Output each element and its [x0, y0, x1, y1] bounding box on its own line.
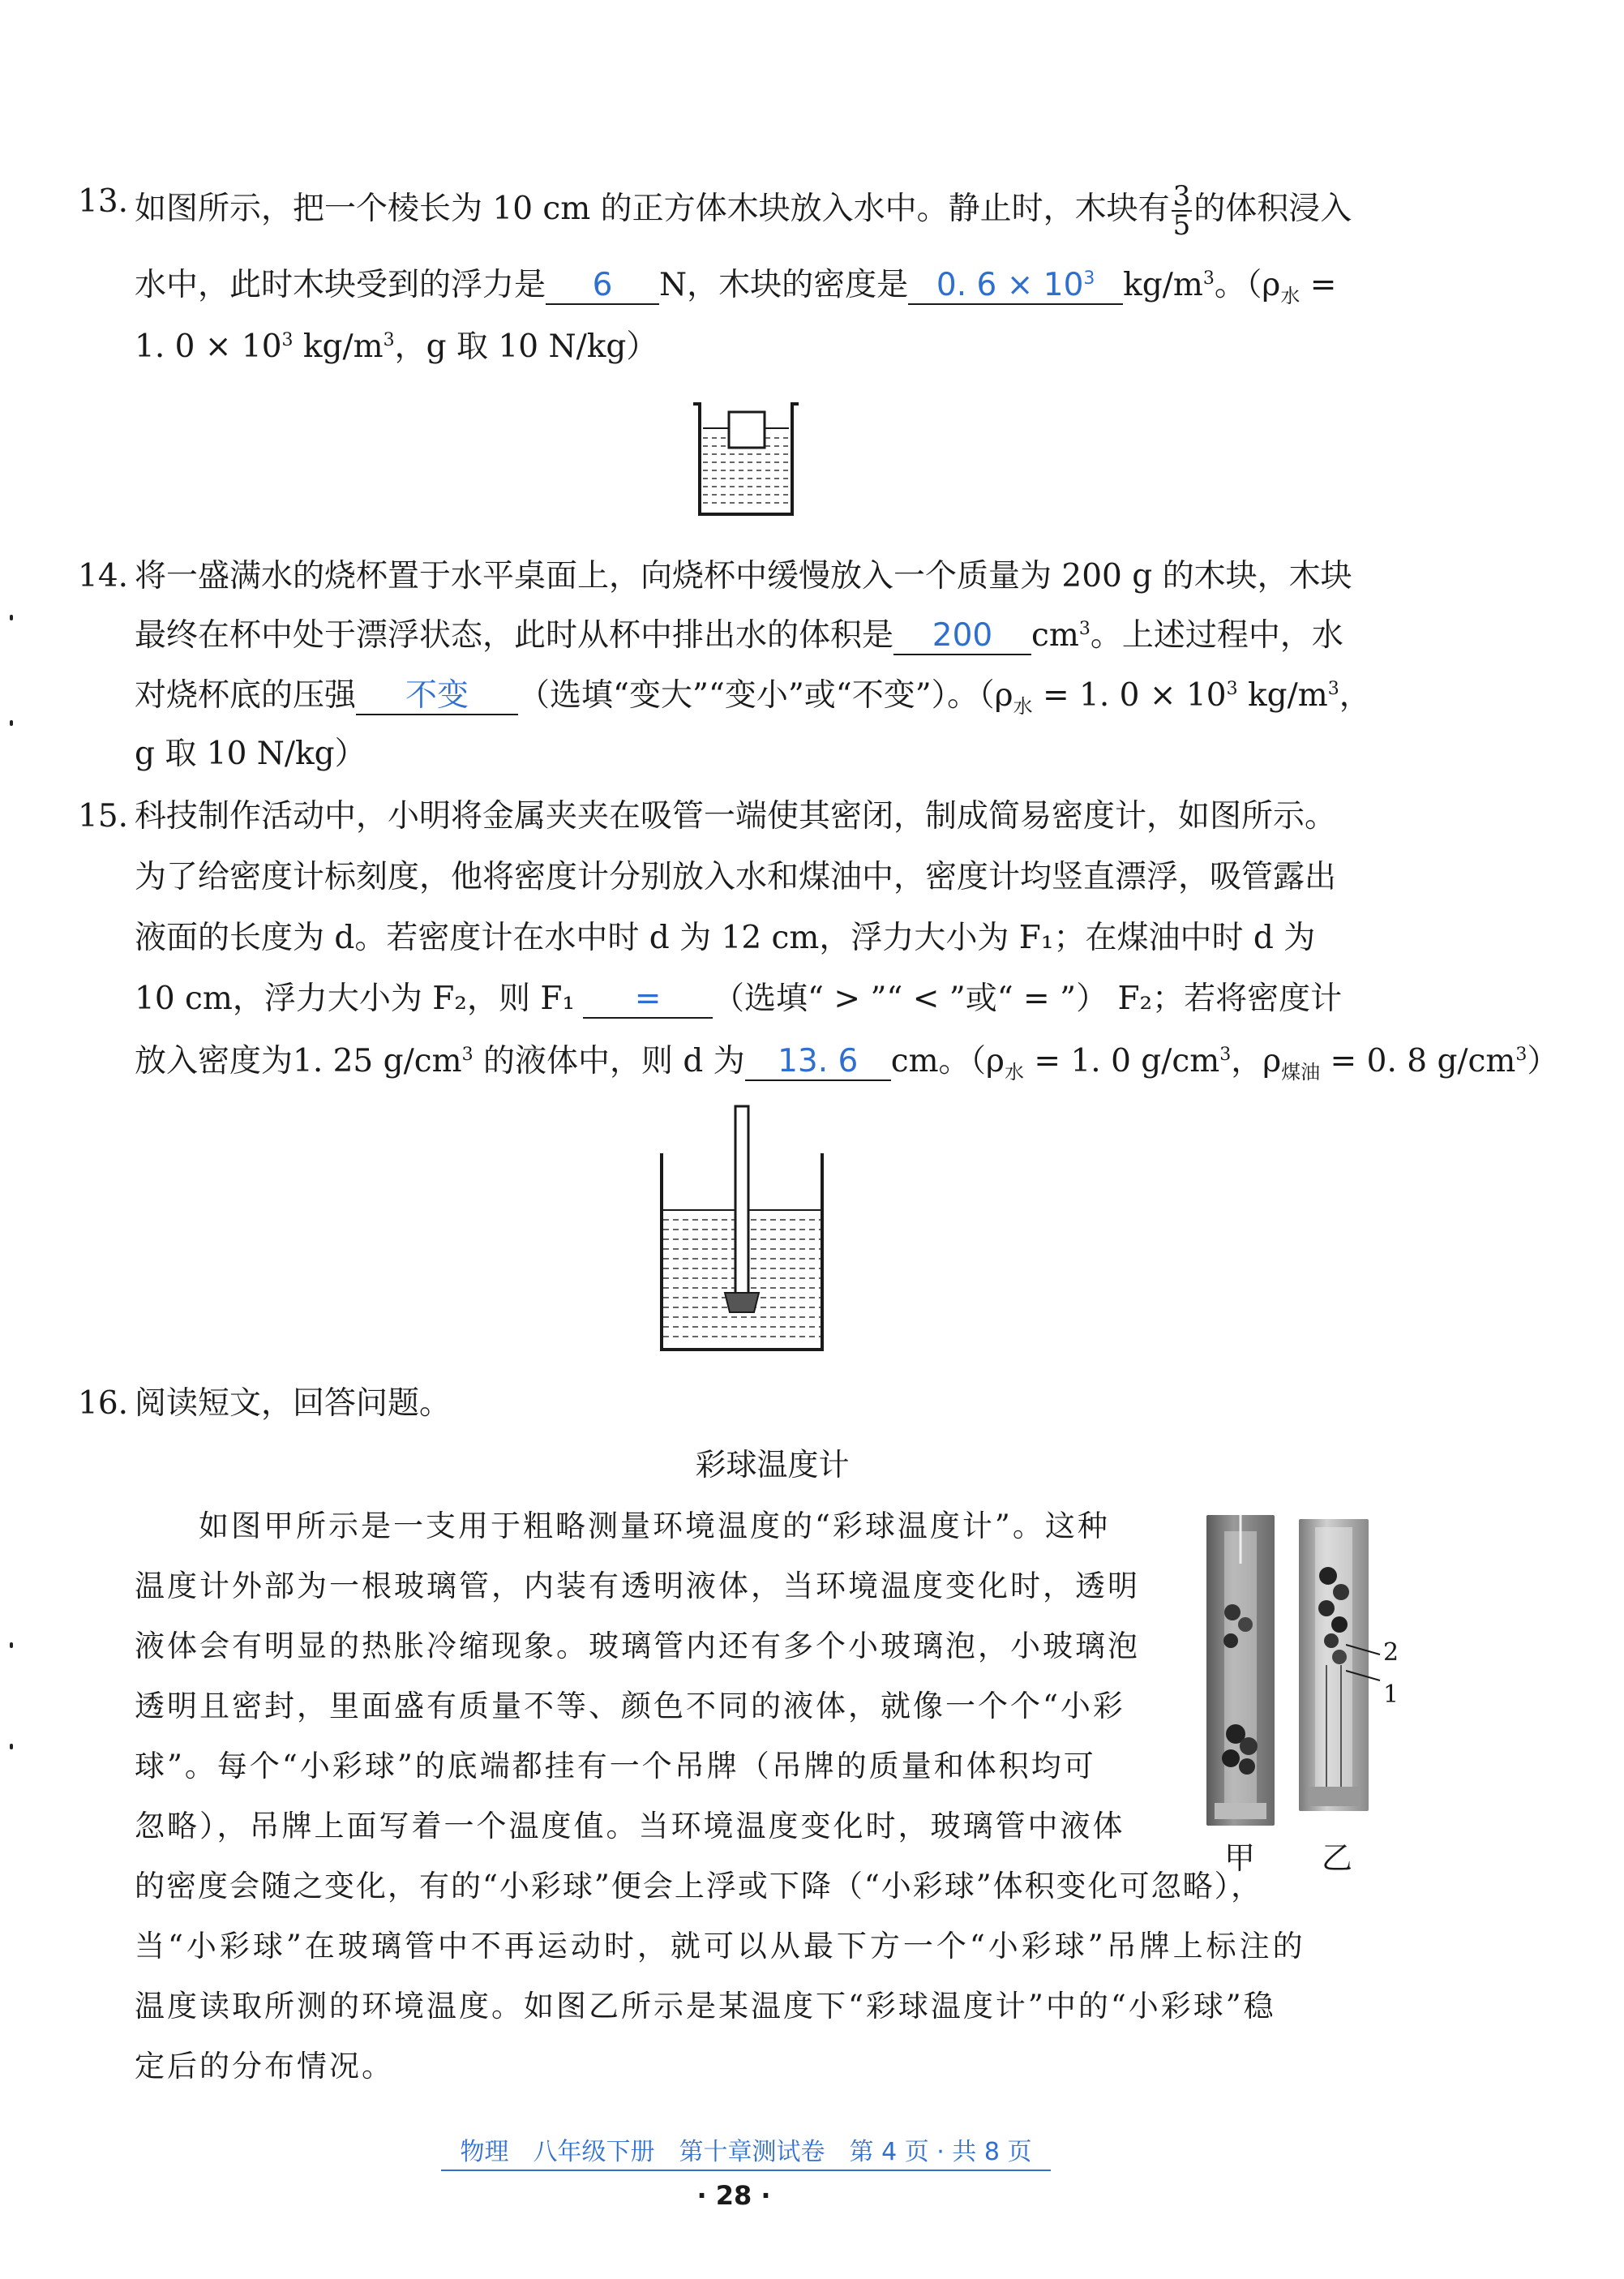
question-number: 13. [78, 183, 129, 220]
label-1: 1 [1383, 1680, 1399, 1709]
wood-block [729, 412, 765, 448]
article-line: 透明且密封，里面盛有质量不等、颜色不同的液体，就像一个个“小彩 [135, 1689, 1125, 1723]
answer-blank[interactable]: 不变 [356, 678, 518, 715]
margin-mark [10, 720, 13, 726]
fraction: $\frac{3}{5}$ [1172, 180, 1191, 242]
answer-blank[interactable]: = [583, 981, 713, 1019]
label-2: 2 [1383, 1638, 1399, 1667]
q15-line-3: 液面的长度为 d。若密度计在水中时 d 为 12 cm，浮力大小为 F₁；在煤油中时 d 为 [135, 920, 1316, 956]
q14-line-4: g 取 10 N/kg） [135, 736, 366, 772]
page-number: · 28 · [696, 2180, 771, 2211]
margin-mark [10, 1642, 13, 1648]
article-line: 温度计外部为一根玻璃管，内装有透明液体，当环境温度变化时，透明 [135, 1569, 1140, 1603]
densimeter-in-liquid-figure [657, 1105, 827, 1356]
question-number: 16. [78, 1385, 129, 1422]
article-line: 的密度会随之变化，有的“小彩球”便会上浮或下降（“小彩球”体积变化可忽略）， [135, 1869, 1263, 1903]
metal-clip [725, 1293, 759, 1312]
q15-line-5: 放入密度为1. 25 $g/cm^3$ 的液体中，则 d 为 13. 6 cm。（$\rho_水 = 1$. 0 $g/cm^3$，$\rho_{煤油} = 0$. 8 $g/cm^3$） [135, 1043, 1559, 1084]
page-footer [0, 2131, 1492, 2167]
margin-mark [10, 1744, 13, 1749]
q13-line-2: 水中，此时木块受到的浮力是 6 N，木块的密度是 0. $6 \times 10^3$ $kg/m^3$。（$\rho_水$ = [135, 267, 1337, 307]
article-line: 忽略），吊牌上面写着一个温度值。当环境温度变化时，玻璃管中液体 [135, 1809, 1125, 1843]
article-line: 定后的分布情况。 [135, 2049, 394, 2084]
straw [735, 1106, 748, 1301]
q15-line-2: 为了给密度计标刻度，他将密度计分别放入水和煤油中，密度计均竖直漂浮，吸管露出 [135, 859, 1337, 895]
question-number: 15. [78, 798, 129, 835]
answer-blank[interactable]: 6 [546, 268, 659, 305]
article-line: 液体会有明显的热胀冷缩现象。玻璃管内还有多个小玻璃泡，小玻璃泡 [135, 1629, 1140, 1663]
caption-yi: 乙 [1322, 1840, 1353, 1876]
question-number: 14. [78, 558, 129, 594]
article-line: 如图甲所示是一支用于粗略测量环境温度的“彩球温度计”。这种 [199, 1509, 1110, 1543]
margin-mark [10, 615, 13, 620]
q13-line-1: 如图所示，把一个棱长为 10 cm 的正方体木块放入水中。静止时，木块有 $\frac{3}{5}$ 的体积浸入 [135, 180, 1352, 242]
answer-blank[interactable]: 0. $6 \times 10^3$ [908, 268, 1123, 305]
beaker-with-block-figure [685, 397, 807, 519]
q15-line-1: 科技制作活动中，小明将金属夹夹在吸管一端使其密闭，制成简易密度计，如图所示。 [135, 798, 1337, 835]
article-title: 彩球温度计 [695, 1447, 850, 1483]
article-line: 球”。每个“小彩球”的底端都挂有一个吊牌（吊牌的质量和体积均可 [135, 1749, 1096, 1783]
thermometer-photo-jia [1206, 1515, 1275, 1826]
q14-line-1: 将一盛满水的烧杯置于水平桌面上，向烧杯中缓慢放入一个质量为 200 g 的木块，木块 [135, 558, 1352, 594]
answer-blank[interactable]: 200 [893, 618, 1031, 655]
q16-intro: 阅读短文，回答问题。 [135, 1385, 452, 1422]
article-line: 当“小彩球”在玻璃管中不再运动时，就可以从最下方一个“小彩球”吊牌上标注的 [135, 1929, 1306, 1964]
answer-blank[interactable]: 13. 6 [745, 1044, 891, 1081]
q13-line-3: 1. $0 \times 10^3$ $kg/m^3$，g 取 10 N/kg） [135, 328, 658, 365]
q14-line-3: 对烧杯底的压强 不变 （选填“变大”“变小”或“不变”）。（$\rho_水 = 1$. $0 \times 10^3$ $kg/m^3$， [135, 677, 1371, 718]
q14-line-2: 最终在杯中处于漂浮状态，此时从杯中排出水的体积是 200 $cm^3$。上述过程中，水 [135, 617, 1343, 654]
article-line: 温度读取所测的环境温度。如图乙所示是某温度下“彩球温度计”中的“小彩球”稳 [135, 1989, 1276, 2024]
caption-jia: 甲 [1224, 1840, 1256, 1876]
q15-line-4: 10 cm，浮力大小为 F₂，则 F₁ = （选填“ > ”“ < ”或“ = ”） F₂；若将密度计 [135, 981, 1343, 1017]
footer-text: 物理 八年级下册 第十章测试卷 第 4 页 · 共 8 页 [441, 2138, 1052, 2171]
